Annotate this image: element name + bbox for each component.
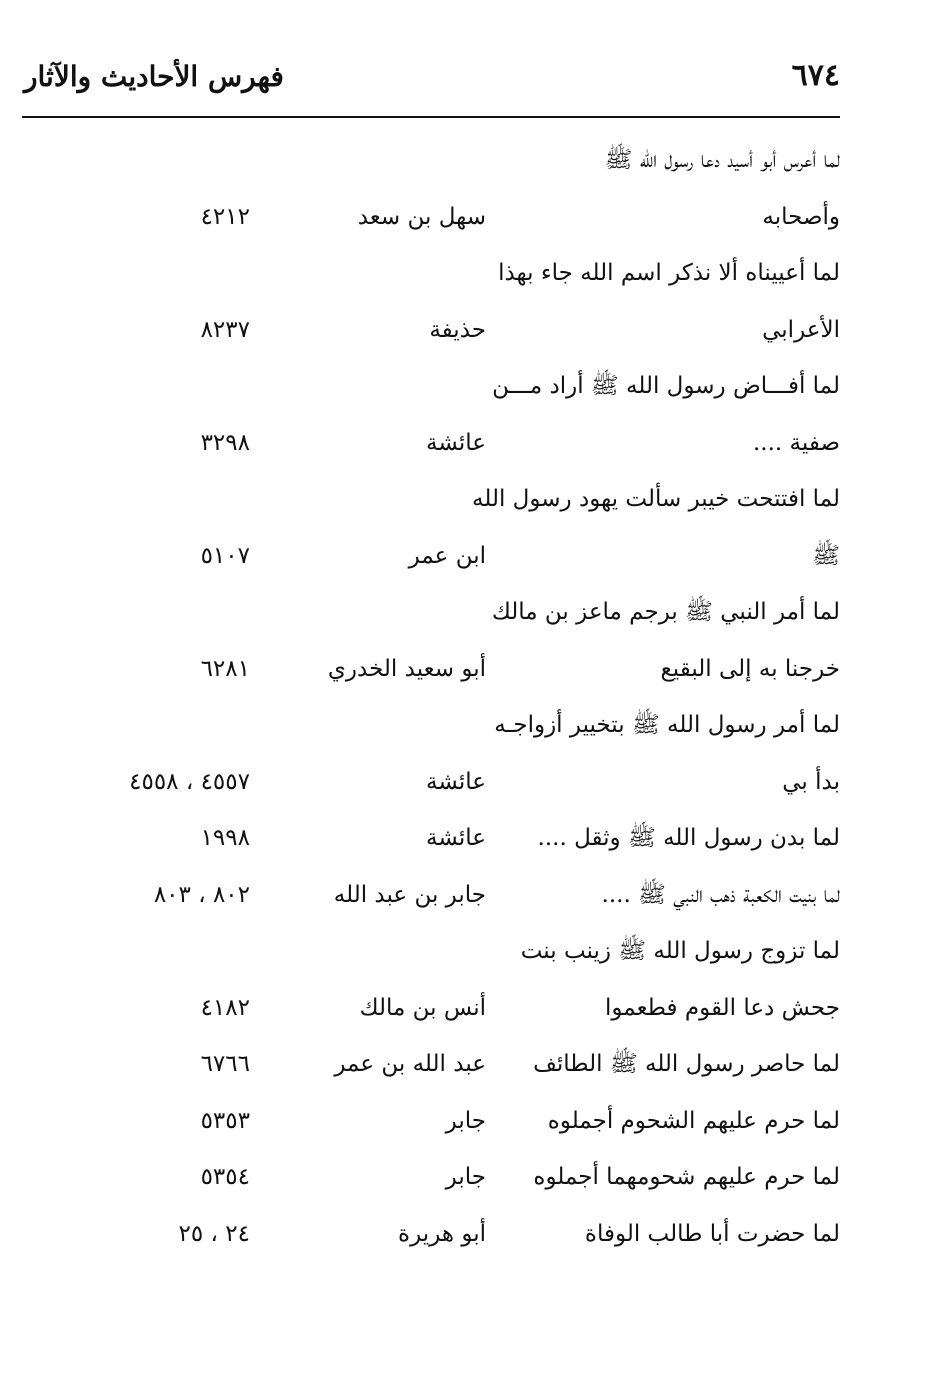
hadith-number: ٢٤ ، ٢٥ — [178, 1220, 250, 1247]
hadith-text: لما حرم عليهم شحومهما أجملوه — [533, 1164, 840, 1190]
narrator: حذيفة — [429, 316, 486, 343]
hadith-text: لما أمر رسول الله ﷺ بتخيير أزواجـه — [494, 712, 840, 738]
hadith-number: ٥٣٥٣ — [200, 1107, 250, 1134]
hadith-text: لما افتتحت خيبر سألت يهود رسول الله — [472, 486, 840, 512]
narrator: أبو سعيد الخدري — [327, 655, 486, 682]
narrator: عائشة — [426, 768, 486, 795]
index-line — [0, 584, 932, 641]
hadith-number: ٥٣٥٤ — [200, 1164, 250, 1190]
hadith-number: ٤٥٥٧ ، ٤٥٥٨ — [129, 768, 250, 795]
index-line — [0, 923, 932, 980]
index-line — [0, 471, 932, 528]
narrator: جابر — [445, 1164, 486, 1190]
hadith-text: جحش دعا القوم فطعموا — [605, 994, 840, 1021]
hadith-text: لما حرم عليهم الشحوم أجملوه — [547, 1107, 840, 1134]
hadith-number: ٤٢١٢ — [200, 203, 250, 230]
hadith-number: ٣٢٩٨ — [200, 429, 250, 456]
index-line — [0, 867, 932, 924]
hadith-number: ٨٢٣٧ — [200, 316, 250, 343]
index-line — [0, 1093, 932, 1150]
hadith-number: ٦٧٦٦ — [200, 1051, 250, 1077]
narrator: عائشة — [426, 825, 486, 851]
hadith-text: لما حاصر رسول الله ﷺ الطائف — [533, 1051, 840, 1077]
hadith-text: بدأ بي — [782, 768, 840, 795]
index-line — [0, 358, 932, 415]
index-line — [0, 1149, 932, 1206]
hadith-text: ﷺ — [812, 542, 840, 569]
page-number: ٦٧٤ — [791, 58, 840, 93]
index-line — [0, 189, 932, 246]
hadith-text: خرجنا به إلى البقيع — [660, 655, 840, 682]
hadith-text: وأصحابه — [762, 203, 840, 230]
narrator: سهل بن سعد — [357, 203, 486, 230]
index-line — [0, 697, 932, 754]
index-line — [0, 528, 932, 585]
hadith-number: ٨٠٢ ، ٨٠٣ — [153, 881, 250, 908]
hadith-number: ٤١٨٢ — [200, 994, 250, 1021]
hadith-text: لما أمر النبي ﷺ برجم ماعز بن مالك — [491, 599, 840, 625]
index-line — [0, 132, 932, 189]
narrator: جابر بن عبد الله — [333, 881, 486, 908]
index-line — [0, 245, 932, 302]
index-line — [0, 1036, 932, 1093]
hadith-number: ١٩٩٨ — [200, 825, 250, 851]
index-line — [0, 641, 932, 698]
index-line — [0, 980, 932, 1037]
index-line — [0, 302, 932, 359]
hadith-text: لما بنيت الكعبة ذهب النبي ﷺ .... — [601, 881, 840, 908]
hadith-text: لما تزوج رسول الله ﷺ زينب بنت — [520, 938, 840, 964]
hadith-text: صفية .... — [753, 429, 840, 456]
narrator: ابن عمر — [408, 542, 486, 569]
hadith-text: لما بدن رسول الله ﷺ وثقل .... — [537, 825, 840, 851]
hadith-text: لما أفـــاض رسول الله ﷺ أراد مـــن — [492, 373, 840, 399]
narrator: أنس بن مالك — [359, 994, 486, 1021]
hadith-number: ٦٢٨١ — [200, 655, 250, 682]
narrator: جابر — [445, 1107, 486, 1134]
hadith-text: لما حضرت أبا طالب الوفاة — [584, 1220, 840, 1247]
hadith-number: ٥١٠٧ — [200, 542, 250, 569]
narrator: عائشة — [426, 429, 486, 456]
hadith-index-list — [0, 132, 932, 1262]
narrator: أبو هريرة — [398, 1220, 486, 1247]
hadith-text: الأعرابي — [762, 316, 840, 343]
hadith-text: لما أعييناه ألا نذكر اسم الله جاء بهذا — [498, 260, 840, 286]
index-line — [0, 1206, 932, 1263]
index-line — [0, 754, 932, 811]
narrator: عبد الله بن عمر — [334, 1051, 486, 1077]
index-line — [0, 810, 932, 867]
hadith-text: لما أعرس أبو أسيد دعا رسول الله ﷺ — [604, 147, 840, 173]
header-divider — [22, 116, 840, 118]
running-title: فهرس الأحاديث والآثار — [24, 60, 284, 93]
index-line — [0, 415, 932, 472]
